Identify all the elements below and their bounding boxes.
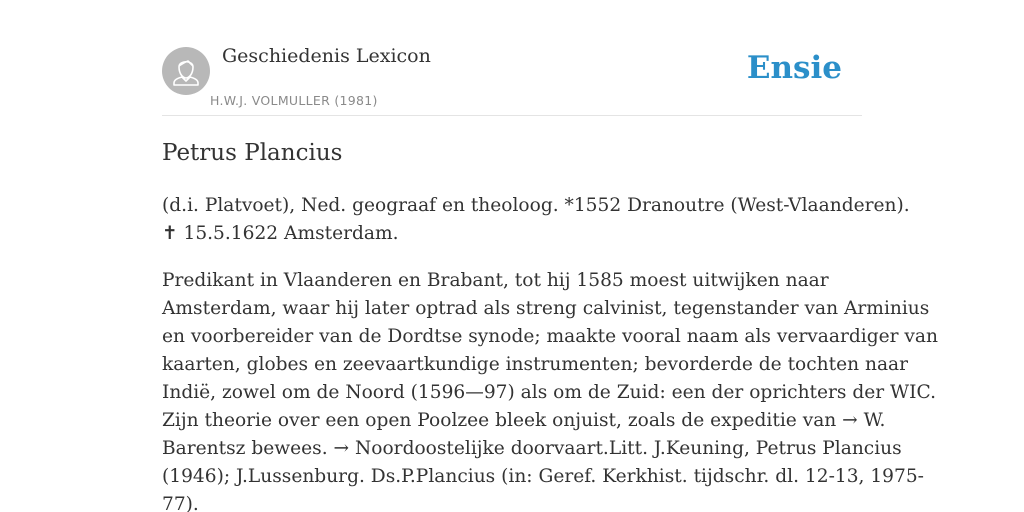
paragraph-line: ✝ 15.5.1622 Amsterdam.: [162, 223, 399, 244]
header: [162, 0, 862, 116]
paragraph-line: 77).: [162, 494, 199, 512]
paragraph-line: Amsterdam, waar hij later optrad als streng calvinist, tegenstander van Arminius: [162, 298, 930, 319]
brand-logo[interactable]: Ensie: [746, 50, 842, 86]
paragraph-line: Indië, zowel om de Noord (1596—97) als om de Zuid: een der oprichters der WIC.: [162, 382, 936, 403]
page-container: [162, 0, 938, 512]
article-title: Petrus Plancius: [162, 140, 343, 166]
author-name[interactable]: H.W.J. VOLMULLER (1981): [210, 93, 378, 108]
paragraph-line: en voorbereider van de Dordtse synode; maakte vooral naam als vervaardiger van: [162, 326, 938, 347]
paragraph-line: Barentsz bewees. → Noordoostelijke doorvaart.Litt. J.Keuning, Petrus Plancius: [162, 438, 902, 459]
author-avatar[interactable]: [162, 47, 210, 95]
intro-paragraph: [162, 192, 910, 248]
paragraph-line: (d.i. Platvoet), Ned. geograaf en theoloog. *1552 Dranoutre (West-Vlaanderen).: [162, 195, 910, 216]
paragraph-line: Predikant in Vlaanderen en Brabant, tot hij 1585 moest uitwijken naar: [162, 270, 829, 291]
paragraph-line: (1946); J.Lussenburg. Ds.P.Plancius (in: Geref. Kerkhist. tijdschr. dl. 12-13, 1975-: [162, 466, 924, 487]
user-avatar-icon: [162, 47, 210, 95]
book-title[interactable]: Geschiedenis Lexicon: [222, 45, 431, 67]
body-paragraph: [162, 267, 938, 512]
paragraph-line: Zijn theorie over een open Poolzee bleek onjuist, zoals de expeditie van → W.: [162, 410, 886, 431]
paragraph-line: kaarten, globes en zeevaartkundige instrumenten; bevorderde de tochten naar: [162, 354, 909, 375]
